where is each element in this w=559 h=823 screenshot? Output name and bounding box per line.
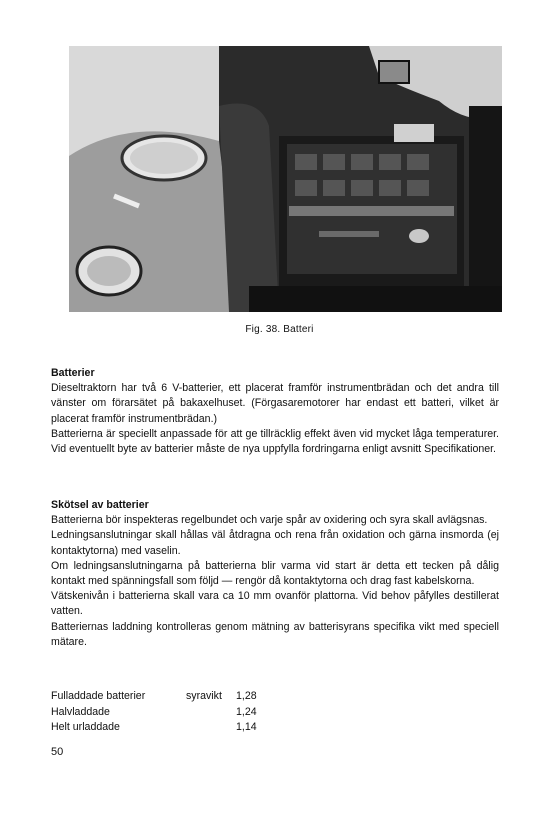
paragraph: Batterierna är speciellt anpassade för att ge tillräcklig effekt även vid mycket låga temperaturer. Vid eventuellt byte av batterier måste de nya uppfylla fordringarna enligt avsnitt Specifikationer. [51, 427, 499, 456]
gravity-label: Helt urladdade [51, 721, 120, 733]
gravity-measure [186, 705, 236, 721]
gravity-label: Halvladdade [51, 705, 110, 718]
paragraph: Vätskenivån i batterierna skall vara ca 10 mm ovanför plattorna. Vid behov påfylles destillerat vatten. [51, 590, 499, 618]
figure-caption: Fig. 38. Batteri [245, 324, 314, 335]
section-heading: Skötsel av batterier [51, 499, 149, 511]
gravity-value: 1,24 [236, 705, 257, 718]
gravity-row [51, 720, 311, 736]
section-batteries [51, 366, 499, 457]
gravity-label: Fulladdade batterier [51, 690, 146, 702]
section-battery-care [51, 498, 499, 650]
paragraph: Om ledningsanslutningarna på batterierna blir varma vid start är detta ett tecken på dålig kontakt med spänningsfall som följd — rengör då kontaktytorna och drag fast kabelskorna. [51, 559, 499, 588]
gravity-value: 1,14 [236, 721, 257, 733]
section-heading: Batterier [51, 367, 95, 379]
gravity-row [51, 705, 311, 721]
gravity-measure [186, 720, 236, 736]
specific-gravity-table [51, 689, 311, 736]
paragraph: Dieseltraktorn har två 6 V-batterier, ett placerat framför instrumentbrädan och det andra till vänster om förarsätet på bakaxelhuset. (Förgasaremotorer har endast ett batteri, vilket är placerat framför instrumentbrädan.) [51, 382, 499, 425]
gravity-measure: syravikt [186, 690, 222, 702]
battery-photo [69, 46, 502, 312]
paragraph: Batteriernas laddning kontrolleras genom mätning av batterisyrans specifika vikt med speciell mätare. [51, 620, 499, 648]
gravity-value: 1,28 [236, 690, 257, 702]
paragraph: Ledningsanslutningar skall hållas väl åtdragna och rena från oxidation och gärna insmorda (ej kontaktytorna) med vaselin. [51, 529, 499, 557]
paragraph: Batterierna bör inspekteras regelbundet och varje spår av oxidering och syra skall avlägsnas. [51, 514, 488, 527]
page-number: 50 [51, 746, 64, 758]
gravity-row [51, 689, 311, 705]
